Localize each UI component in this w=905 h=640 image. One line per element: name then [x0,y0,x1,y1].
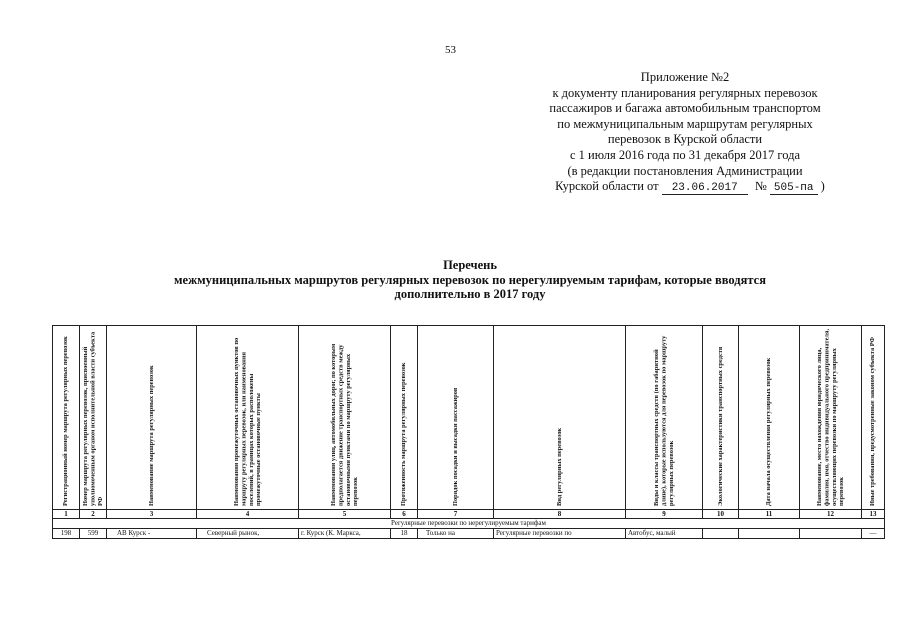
decree-date: 23.06.2017 [662,182,748,195]
title-line-2: межмуниципальных маршрутов регулярных перевозок по нерегулируемым тарифам, которые вводятся [174,272,766,287]
column-header: Наименование маршрута регулярных перевозок [107,326,197,510]
appendix-line: перевозок в Курской области [607,132,763,147]
column-number: 12 [800,510,862,519]
section-row [53,519,885,529]
table-cell: 18 [391,529,418,539]
table-cell: 198 [53,529,80,539]
table-cell: Только на [418,529,494,539]
appendix-line: по межмуниципальным маршрутам регулярных [557,116,813,131]
table-cell [739,529,800,539]
number-prefix: № [754,179,767,194]
table-cell: Регулярные перевозки по [494,529,626,539]
column-header: Вид регулярных перевозок [494,326,626,510]
column-header: Наименования улиц, автомобильных дорог, по которым предполагается движение транспортных средств между остановочными пунктами по маршруту регулярных перевозок [299,326,391,510]
column-number-row [53,510,885,519]
closing-paren: ) [820,179,825,194]
column-number: 4 [197,510,299,519]
routes-table-wrapper [52,325,884,539]
column-number: 13 [862,510,885,519]
appendix-line: Приложение №2 [640,70,730,84]
appendix-signature-line [470,179,900,197]
table-cell [703,529,739,539]
table-cell: — [862,529,885,539]
column-number: 10 [703,510,739,519]
column-number: 6 [391,510,418,519]
appendix-header [470,70,900,197]
table-cell: Северный рынок, [197,529,299,539]
column-header: Порядок посадки и высадки пассажиров [418,326,494,510]
title-line-1: Перечень [443,258,497,272]
appendix-line: с 1 июля 2016 года по 31 декабря 2017 года [570,147,800,162]
column-header: Наименование, место нахождения юридического лица, фамилия, имя, отчество индивидуального предпринимателя, осуществляющих перевозки по маршруту регулярных перевозок [800,326,862,510]
column-header: Протяженность маршрута регулярных перевозок [391,326,418,510]
section-label: Регулярные перевозки по нерегулируемым тарифам [53,519,885,529]
column-number: 8 [494,510,626,519]
column-number: 3 [107,510,197,519]
column-header: Номер маршрута регулярных перевозок, присвоенный уполномоченным органом исполнительной власти субъекта РФ [80,326,107,510]
table-cell: 599 [80,529,107,539]
document-title [100,258,840,302]
table-cell: Автобус, малый [626,529,703,539]
appendix-line: к документу планирования регулярных перевозок [552,85,818,100]
column-header: Виды и классы транспортных средств (по габаритной длине), которые используются для перевозок по маршруту регулярных перевозок [626,326,703,510]
column-number: 1 [53,510,80,519]
table-cell: АВ Курск - [107,529,197,539]
column-number: 2 [80,510,107,519]
column-header: Экологические характеристики транспортных средств [703,326,739,510]
page-number: 53 [445,44,456,56]
column-number: 5 [299,510,391,519]
column-number: 7 [418,510,494,519]
column-header: Дата начала осуществления регулярных перевозок [739,326,800,510]
title-line-3: дополнительно в 2017 году [394,287,546,301]
column-number: 9 [626,510,703,519]
table-row [53,529,885,539]
table-cell [800,529,862,539]
table-cell: г. Курск (К. Маркса, [299,529,391,539]
signature-prefix: Курской области от [555,179,659,194]
column-number: 11 [739,510,800,519]
decree-number: 505-па [770,182,818,195]
column-header: Наименования промежуточных остановочных пунктов по маршруту регулярных перевозок, или наименования поселений, в границах которых расположены промежуточные остановочные пункты [197,326,299,510]
appendix-line: (в редакции постановления Администрации [567,163,803,178]
table-header-row [53,326,885,510]
column-header: Иные требования, предусмотренные законом субъекта РФ [862,326,885,510]
appendix-line: пассажиров и багажа автомобильным транспортом [549,101,821,116]
routes-table [52,325,885,539]
column-header: Регистрационный номер маршрута регулярных перевозок [53,326,80,510]
